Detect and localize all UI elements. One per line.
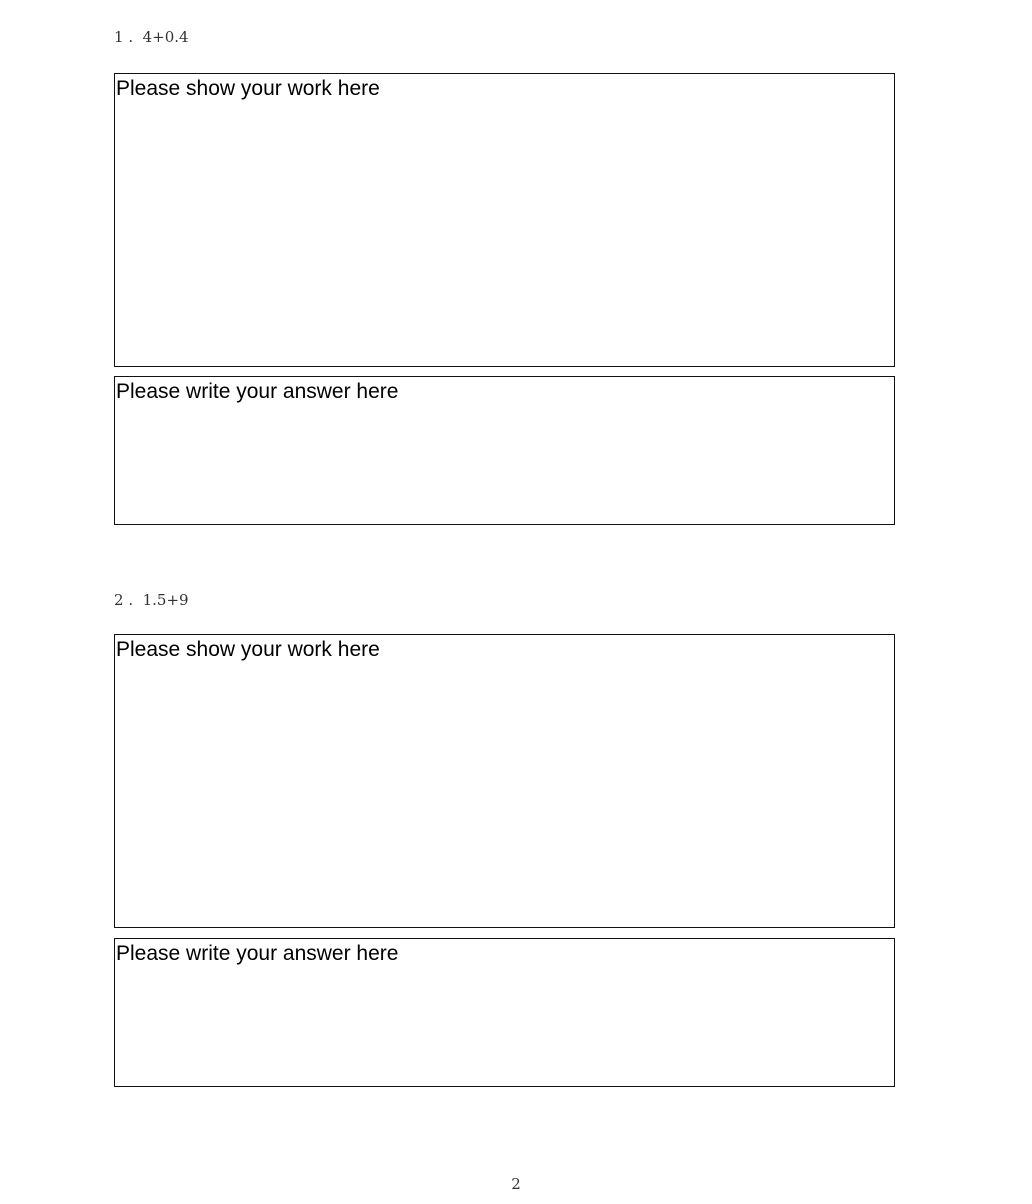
question-expression: 1.5+9 xyxy=(142,591,189,609)
question-number: 1 xyxy=(114,28,124,46)
question-2 xyxy=(114,590,895,965)
answer-area-placeholder: Please write your answer here xyxy=(116,942,399,965)
question-expression: 4+0.4 xyxy=(142,28,189,46)
answer-area[interactable] xyxy=(114,376,895,525)
work-area-placeholder: Please show your work here xyxy=(116,638,380,661)
question-separator: . xyxy=(123,28,143,46)
answer-area[interactable] xyxy=(114,938,895,1087)
question-number: 2 xyxy=(114,591,124,609)
question-1-label xyxy=(114,27,895,47)
work-area[interactable] xyxy=(114,634,895,928)
question-1 xyxy=(114,27,895,403)
answer-area-placeholder: Please write your answer here xyxy=(116,380,399,403)
work-area-placeholder: Please show your work here xyxy=(116,77,380,100)
page-number: 2 xyxy=(511,1175,521,1193)
question-2-label xyxy=(114,590,895,610)
work-area[interactable] xyxy=(114,73,895,367)
question-separator: . xyxy=(123,591,143,609)
